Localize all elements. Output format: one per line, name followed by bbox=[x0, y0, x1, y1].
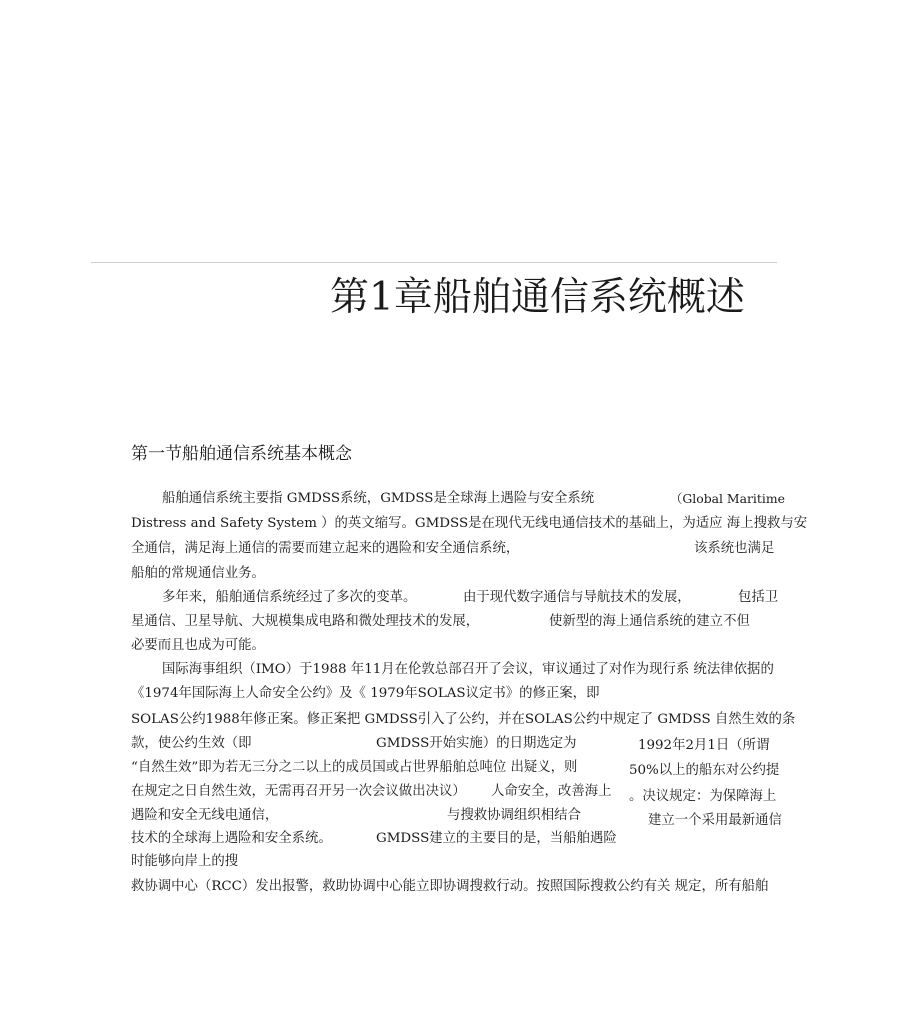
text-line: 50%以上的船东对公约提 bbox=[629, 763, 780, 778]
text-line: 1992年2月1日（所谓 bbox=[638, 738, 770, 753]
text-line: 人命安全，改善海上 bbox=[491, 784, 612, 799]
text-line: GMDSS开始实施）的日期选定为 bbox=[376, 736, 577, 751]
text-line: 救协调中心（RCC）发出报警，救助协调中心能立即协调搜救行动。按照国际搜救公约有关 规定，所有船舶 bbox=[131, 879, 769, 894]
text-line: （Global Maritime bbox=[670, 491, 785, 506]
text-line: 遇险和安全无线电通信， bbox=[131, 808, 279, 823]
text-line: 该系统也满足 bbox=[694, 541, 775, 556]
text-line: SOLAS公约1988年修正案。修正案把 GMDSS引入了公约，并在SOLAS公约中规定了 GMDSS 自然生效的条 bbox=[131, 712, 796, 727]
header-rule bbox=[91, 262, 777, 263]
text-line: 国际海事组织（IMO）于1988 年11月在伦敦总部召开了会议，审议通过了对作为现行系 统法律依据的 bbox=[162, 662, 774, 677]
text-line: 多年来，船舶通信系统经过了多次的变革。 bbox=[162, 590, 417, 605]
text-line: 时能够向岸上的搜 bbox=[131, 854, 239, 869]
text-line: 。决议规定：为保障海上 bbox=[629, 789, 777, 804]
text-line: “自然生效”即为若无三分之二以上的成员国或占世界船舶总吨位 出疑义，则 bbox=[131, 760, 578, 775]
section-title: 第一节船舶通信系统基本概念 bbox=[131, 444, 352, 464]
text-line: GMDSS建立的主要目的是，当船舶遇险 bbox=[376, 831, 617, 846]
text-line: Distress and Safety System ）的英文缩写。GMDSS是在现代无线电通信技术的基础上，为适应 海上搜救与安 bbox=[131, 516, 808, 531]
text-line: 由于现代数字通信与导航技术的发展， bbox=[463, 590, 691, 605]
text-line: 款，使公约生效（即 bbox=[131, 736, 252, 751]
text-line: 技术的全球海上遇险和安全系统。 bbox=[131, 831, 332, 846]
text-line: 船舶通信系统主要指 GMDSS系统，GMDSS是全球海上遇险与安全系统 bbox=[162, 491, 595, 506]
text-line: 与搜救协调组织相结合 bbox=[447, 808, 581, 823]
text-line: 包括卫 bbox=[738, 590, 779, 605]
text-line: 全通信，满足海上通信的需要而建立起来的遇险和安全通信系统， bbox=[131, 541, 520, 556]
text-line: 《1974年国际海上人命安全公约》及《 1979年SOLAS议定书》的修正案，即 bbox=[131, 686, 600, 701]
text-line: 必要而且也成为可能。 bbox=[131, 638, 265, 653]
chapter-title: 第1章船舶通信系统概述 bbox=[330, 275, 745, 320]
text-line: 使新型的海上通信系统的建立不但 bbox=[549, 614, 750, 629]
text-line: 建立一个采用最新通信 bbox=[648, 813, 782, 828]
text-line: 星通信、卫星导航、大规模集成电路和微处理技术的发展， bbox=[131, 614, 480, 629]
text-line: 在规定之日自然生效，无需再召开另一次会议做出决议） bbox=[131, 784, 466, 799]
text-line: 船舶的常规通信业务。 bbox=[131, 566, 265, 581]
